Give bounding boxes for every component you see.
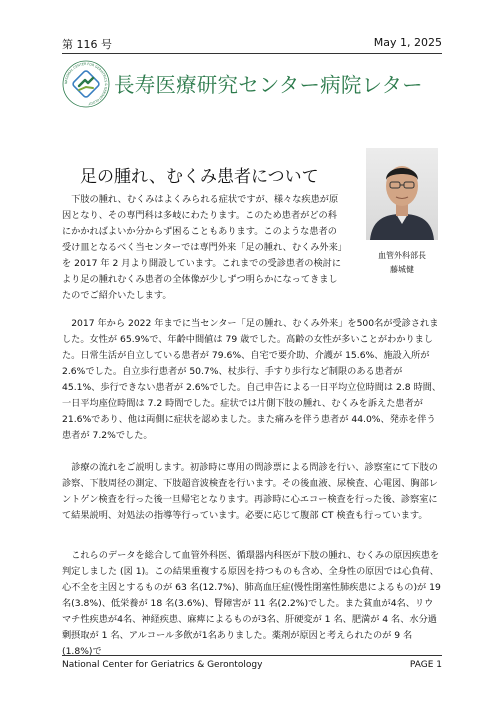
paragraph-intro: 下肢の腫れ、むくみはよくみられる症状ですが、様々な疾患が原因となり、その専門科は多岐にわたります。このため患者がどの科にかかればよいか分からず困ることもあります。このような患者の受け皿となるべく当センターでは専門外来「足の腫れ、むくみ外来」を 2017 年 2 月より開設しています。これまでの受診患者の検討により足の腫れむくみ患者の全体像が少しずつ明らかになってきましたのでご紹介いたします。 [62,194,343,301]
article-title: 足の腫れ、むくみ患者について [80,167,319,187]
author-name: 藤城健 [390,265,414,274]
issue-number: 第 116 号 [62,38,112,51]
issue-date: May 1, 2025 [373,36,442,49]
paragraph-statistics: 2017 年から 2022 年までに当センター「足の腫れ、むくみ外来」を500名が受診されました。女性が 65.9%で、年齢中間値は 79 歳でした。高齢の女性が多いことがわかりました。日常生活が自立している患者が 79.6%、自宅で要介助、介護が 15.6%、施設入所が 2.6%でした。自立歩行患者が 50.7%、杖歩行、手すり歩行など制限のある患者が 45.1%、歩行できない患者が 2.6%でした。自己申告による一日平均立位時間は 2.8 時間、一日平均座位時間は 7.2 時間でした。症状では片側下肢の腫れ、むくみを訴えた患者が 21.6%であり、他は両側に症状を認めました。また痛みを伴う患者が 44.0%、発赤を伴う患者が 7.2%でした。 [62,318,442,441]
logo-ring-text: NATIONAL CENTER FOR GERIATRICS & GERONTOLOGY [63,61,109,106]
page-number: PAGE 1 [409,660,442,670]
author-title: 血管外科部長 [378,251,426,260]
footer-organization: National Center for Geriatrics & Gerontology [62,660,263,670]
ncgg-logo [62,60,110,108]
header-divider [62,53,442,54]
author-photo [366,148,438,240]
paragraph-causes: これらのデータを総合して血管外科医、循環器内科医が下肢の腫れ、むくみの原因疾患を判定しました (図 1)。この結果重複する原因を持つものも含め、全身性の原因では心負荷、心不全を主因とするものが 63 名(12.7%)、肺高血圧症(慢性閉塞性肺疾患によるもの)が 19 名(3.8%)、低栄養が 18 名(3.6%)、腎障害が 11 名(2.2%)でした。また貧血が4名、リウマチ性疾患が4名、神経疾患、麻痺によるものが3名、肝硬変が 1 名、肥満が 4 名、水分過剰摂取が 1 名、アルコール多飲が1名ありました。薬剤が原因と考えられたのが 9 名(1.8%)で [62,550,441,657]
paragraph-workflow: 診療の流れをご説明します。初診時に専用の問診票による問診を行い、診察室にて下肢の診察、下肢周径の測定、下肢超音波検査を行います。その後血液、尿検査、心電図、胸部レントゲン検査を行った後一旦帰宅となります。再診時に心エコー検査を行った後、診察室にて結果説明、対処法の指導等行っています。必要に応じて腹部 CT 検査も行っています。 [62,462,438,521]
newsletter-title: 長寿医療研究センター病院レター [114,73,423,97]
footer-divider [62,655,442,656]
